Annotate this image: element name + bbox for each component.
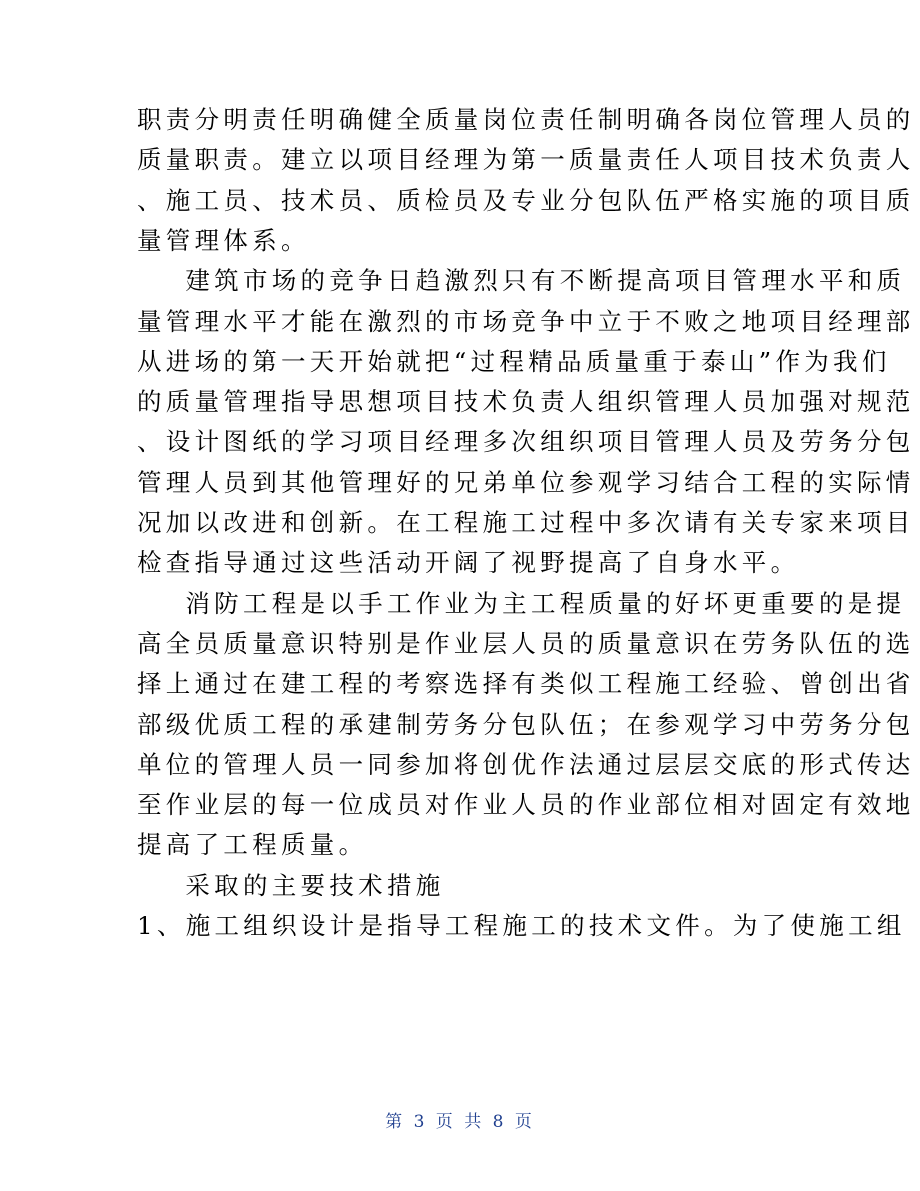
- text-line: 检查指导通过这些活动开阔了视野提高了自身水平。: [137, 548, 800, 578]
- text-line: 1、施工组织设计是指导工程施工的技术文件。为了使施工组: [137, 911, 906, 940]
- text-line: 职责分明责任明确健全质量岗位责任制明确各岗位管理人员的: [137, 105, 915, 134]
- text-line: 提高了工程质量。: [137, 830, 368, 860]
- page-footer: [0, 1110, 920, 1134]
- text-line: 部级优质工程的承建制劳务分包队伍；在参观学习中劳务分包: [137, 709, 915, 739]
- text-line: 质量职责。建立以项目经理为第一质量责任人项目技术负责人: [137, 145, 915, 175]
- text-line: 采取的主要技术措施: [137, 870, 445, 900]
- text-line: 建筑市场的竞争日趋激烈只有不断提高项目管理水平和质: [137, 266, 906, 296]
- text-line: 管理人员到其他管理好的兄弟单位参观学习结合工程的实际情: [137, 467, 915, 497]
- text-line: 至作业层的每一位成员对作业人员的作业部位相对固定有效地: [137, 790, 915, 820]
- page-number-label: 第 3 页 共 8 页: [385, 1112, 535, 1132]
- text-line: 从进场的第一天开始就把“过程精品质量重于泰山”作为我们: [137, 346, 891, 376]
- text-line: 的质量管理指导思想项目技术负责人组织管理人员加强对规范: [137, 387, 915, 417]
- text-line: 况加以改进和创新。在工程施工过程中多次请有关专家来项目: [137, 508, 915, 537]
- text-line: 量管理体系。: [137, 225, 310, 255]
- text-line: 择上通过在建工程的考察选择有类似工程施工经验、曾创出省: [137, 669, 915, 699]
- text-line: 量管理水平才能在激烈的市场竞争中立于不败之地项目经理部: [137, 306, 915, 336]
- text-line: 高全员质量意识特别是作业层人员的质量意识在劳务队伍的选: [137, 628, 915, 658]
- text-line: 消防工程是以手工作业为主工程质量的好坏更重要的是提: [137, 588, 906, 618]
- text-line: 、施工员、技术员、质检员及专业分包队伍严格实施的项目质: [137, 185, 915, 215]
- text-line: 单位的管理人员一同参加将创优作法通过层层交底的形式传达: [137, 749, 915, 779]
- text-line: 、设计图纸的学习项目经理多次组织项目管理人员及劳务分包: [137, 427, 915, 457]
